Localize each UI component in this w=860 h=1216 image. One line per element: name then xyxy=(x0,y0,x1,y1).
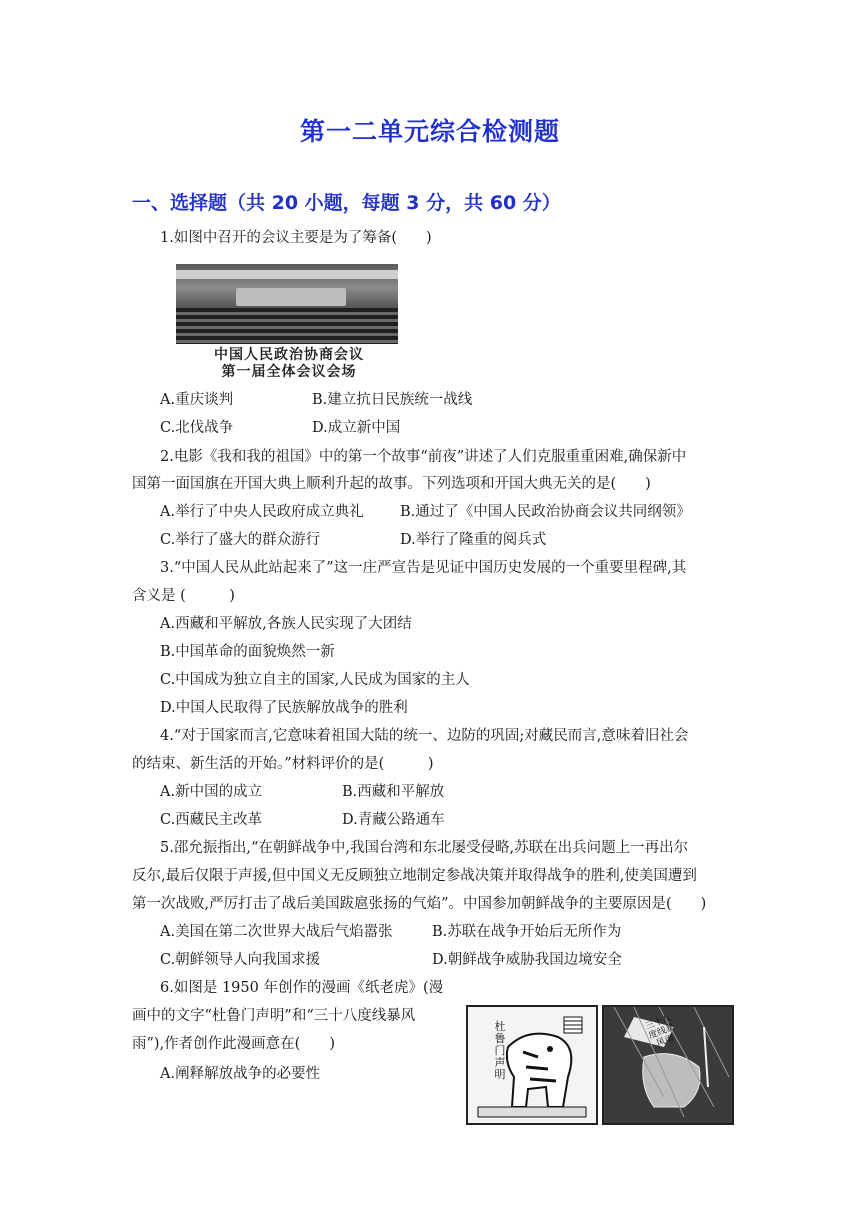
q5-option-a: A.美国在第二次世界大战后气焰嚣张 xyxy=(160,924,393,940)
question-6-stem-line-1: 6.如图是 1950 年创作的漫画《纸老虎》(漫 xyxy=(160,980,444,996)
question-5-stem-line-2: 反尔,最后仅限于声援,但中国义无反顾独立地制定参战决策并取得战争的胜利,使美国遭到 xyxy=(132,868,697,884)
photo-caption-line-2: 第一届全体会议会场 xyxy=(221,364,357,380)
conference-photo xyxy=(172,264,406,380)
tiger-drawing xyxy=(468,1007,596,1123)
cartoon-label-truman: 杜鲁门声明 xyxy=(494,1020,506,1081)
q1-option-d: D.成立新中国 xyxy=(312,420,401,436)
q1-option-c: C.北伐战争 xyxy=(160,420,234,436)
question-6-stem-line-2: 画中的文字“杜鲁门声明”和“三十八度线暴风 xyxy=(132,1008,416,1024)
page-title: 第一二单元综合检测题 xyxy=(299,117,560,146)
question-4-stem-line-1: 4.“对于国家而言,它意味着祖国大陆的统一、边防的巩固;对藏民而言,意味着旧社会 xyxy=(160,728,689,744)
q2-option-d: D.举行了隆重的阅兵式 xyxy=(400,532,547,548)
q2-option-c: C.举行了盛大的群众游行 xyxy=(160,532,321,548)
q5-option-d: D.朝鲜战争威胁我国边境安全 xyxy=(432,952,622,968)
cartoon-label-38th-parallel: 三十八度线暴风雨 xyxy=(644,1013,677,1050)
section-heading: 一、选择题（共 20 小题，每题 3 分，共 60 分） xyxy=(132,192,561,214)
paper-tiger-cartoon xyxy=(466,1005,736,1125)
question-5-stem-line-1: 5.邵允振指出,“在朝鲜战争中,我国台湾和东北屡受侵略,苏联在出兵问题上一再出尔 xyxy=(160,840,689,856)
cartoon-panel-tiger xyxy=(466,1005,598,1125)
question-3-stem-line-1: 3.“中国人民从此站起来了”这一庄严宣告是见证中国历史发展的一个重要里程碑,其 xyxy=(160,560,687,576)
question-2-stem-line-2: 国第一面国旗在开国大典上顺利升起的故事。下列选项和开国大典无关的是( ) xyxy=(132,476,651,492)
question-6-stem-line-3: 雨”),作者创作此漫画意在( ) xyxy=(132,1036,335,1052)
q1-option-a: A.重庆谈判 xyxy=(160,392,234,408)
photo-caption-line-1: 中国人民政治协商会议 xyxy=(214,347,364,363)
q4-option-d: D.青藏公路通车 xyxy=(342,812,445,828)
q4-option-a: A.新中国的成立 xyxy=(160,784,263,800)
q6-option-a: A.阐释解放战争的必要性 xyxy=(160,1066,321,1082)
q3-option-d: D.中国人民取得了民族解放战争的胜利 xyxy=(160,700,408,716)
q3-option-b: B.中国革命的面貌焕然一新 xyxy=(160,644,335,660)
question-2-stem-line-1: 2.电影《我和我的祖国》中的第一个故事“前夜”讲述了人们克服重重困难,确保新中 xyxy=(160,449,687,465)
q5-option-b: B.苏联在战争开始后无所作为 xyxy=(432,924,622,940)
question-1-stem: 1.如图中召开的会议主要是为了筹备( ) xyxy=(160,230,432,246)
question-3-stem-line-2: 含义是 ( ) xyxy=(132,588,235,604)
q4-option-c: C.西藏民主改革 xyxy=(160,812,263,828)
q4-option-b: B.西藏和平解放 xyxy=(342,784,445,800)
q2-option-a: A.举行了中央人民政府成立典礼 xyxy=(160,504,364,520)
question-5-stem-line-3: 第一次战败,严厉打击了战后美国跋扈张扬的气焰”。中国参加朝鲜战争的主要原因是( ) xyxy=(132,896,707,912)
q3-option-c: C.中国成为独立自主的国家,人民成为国家的主人 xyxy=(160,672,470,688)
q3-option-a: A.西藏和平解放,各族人民实现了大团结 xyxy=(160,616,412,632)
q2-option-b: B.通过了《中国人民政治协商会议共同纲领》 xyxy=(400,504,691,520)
q5-option-c: C.朝鲜领导人向我国求援 xyxy=(160,952,321,968)
conference-hall-image xyxy=(176,264,398,344)
q1-option-b: B.建立抗日民族统一战线 xyxy=(312,392,473,408)
cartoon-panel-storm xyxy=(602,1005,734,1125)
question-4-stem-line-2: 的结束、新生活的开始。”材料评价的是( ) xyxy=(132,756,434,772)
